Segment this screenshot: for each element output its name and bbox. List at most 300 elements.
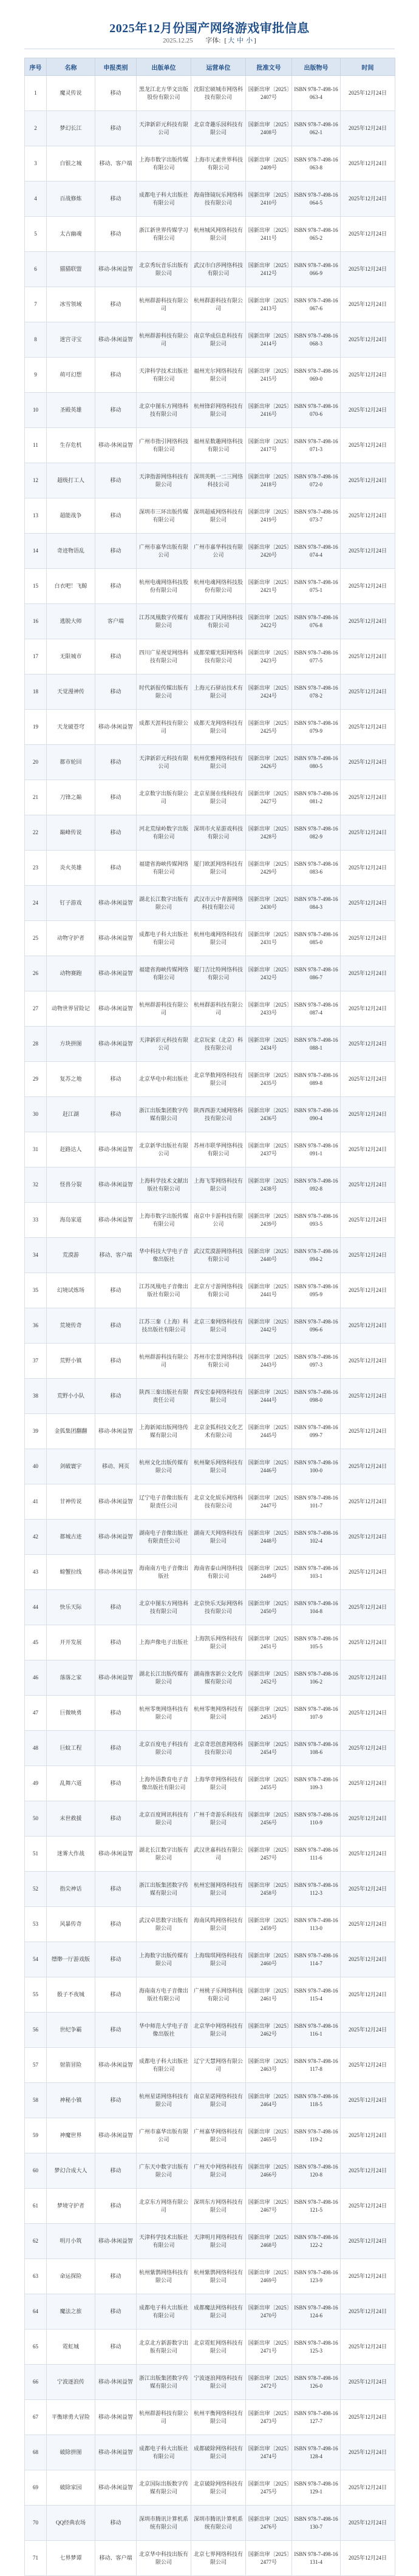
cell-index: 23	[25, 851, 47, 886]
cell-approval-number: 国新出审〔2025〕2430号	[246, 886, 292, 921]
table-row	[25, 745, 395, 780]
cell-index: 30	[25, 1097, 47, 1132]
cell-game-name: 金狐集团翻翻	[47, 1414, 95, 1449]
cell-isbn: ISBN 978-7-498-16064-5	[292, 182, 341, 217]
cell-index: 37	[25, 1344, 47, 1379]
cell-publisher: 杭州电魂网络科技股份有限公司	[137, 569, 191, 604]
cell-game-name: 迷雾大作战	[47, 1837, 95, 1872]
cell-operator: 北京文化娱乐网络科技有限公司	[191, 1484, 246, 1520]
cell-approval-number: 国新出审〔2025〕2418号	[246, 463, 292, 498]
cell-category: 移动	[95, 217, 137, 252]
cell-index: 64	[25, 2294, 47, 2330]
table-row	[25, 851, 395, 886]
cell-index: 29	[25, 1062, 47, 1097]
cell-operator: 北京奇趣乐园科技有限公司	[191, 111, 246, 146]
table-row	[25, 1273, 395, 1308]
cell-operator: 成都拉丁风网络科技有限公司	[191, 604, 246, 639]
cell-game-name: QQ经典农场	[47, 2506, 95, 2541]
cell-game-name: 动物守护者	[47, 921, 95, 956]
cell-category: 移动	[95, 2506, 137, 2541]
cell-index: 53	[25, 1907, 47, 1942]
table-row	[25, 1801, 395, 1837]
table-row	[25, 2365, 395, 2400]
cell-index: 58	[25, 2083, 47, 2118]
cell-index: 25	[25, 921, 47, 956]
cell-category: 移动-休闲益智	[95, 2048, 137, 2083]
cell-publisher: 北京百度电子科技有限公司	[137, 1731, 191, 1766]
table-row	[25, 1414, 395, 1449]
cell-approval-number: 国新出审〔2025〕2476号	[246, 2506, 292, 2541]
cell-category: 移动	[95, 1062, 137, 1097]
cell-index: 41	[25, 1484, 47, 1520]
cell-operator: 北京金狐科技文化艺术有限公司	[191, 1414, 246, 1449]
cell-category: 移动	[95, 287, 137, 322]
column-header: 批准文号	[246, 58, 292, 76]
cell-game-name: 落落之家	[47, 1660, 95, 1696]
cell-isbn: ISBN 978-7-498-16103-1	[292, 1555, 341, 1590]
cell-category: 移动	[95, 1625, 137, 1660]
column-header: 申报类别	[95, 58, 137, 76]
cell-date: 2025年12月24日	[341, 675, 395, 710]
cell-index: 14	[25, 534, 47, 569]
cell-game-name: 都城古迹	[47, 1520, 95, 1555]
table-row	[25, 498, 395, 534]
cell-game-name: 巅峰传说	[47, 815, 95, 851]
cell-category: 移动-休闲益智	[95, 1027, 137, 1062]
cell-date: 2025年12月24日	[341, 1273, 395, 1308]
cell-category: 移动-休闲益智	[95, 2400, 137, 2435]
cell-isbn: ISBN 978-7-498-16069-0	[292, 358, 341, 393]
cell-isbn: ISBN 978-7-498-16102-4	[292, 1520, 341, 1555]
table-row	[25, 1484, 395, 1520]
cell-game-name: 世纪争霸	[47, 2013, 95, 2048]
cell-approval-number: 国新出审〔2025〕2450号	[246, 1590, 292, 1625]
cell-index: 12	[25, 463, 47, 498]
cell-approval-number: 国新出审〔2025〕2448号	[246, 1520, 292, 1555]
cell-category: 移动-休闲益智	[95, 2435, 137, 2470]
cell-game-name: 射箭冒险	[47, 2048, 95, 2083]
cell-index: 22	[25, 815, 47, 851]
cell-category: 移动-休闲益智	[95, 921, 137, 956]
cell-publisher: 杭州群游科技有限公司	[137, 287, 191, 322]
cell-approval-number: 国新出审〔2025〕2456号	[246, 1801, 292, 1837]
table-row	[25, 358, 395, 393]
cell-date: 2025年12月24日	[341, 1872, 395, 1907]
table-row	[25, 569, 395, 604]
cell-operator: 北京三秦网络科技有限公司	[191, 1308, 246, 1344]
cell-game-name: 宁波逐浪传	[47, 2365, 95, 2400]
cell-game-name: 破除家园	[47, 2470, 95, 2506]
cell-isbn: ISBN 978-7-498-16089-8	[292, 1062, 341, 1097]
cell-approval-number: 国新出审〔2025〕2462号	[246, 2013, 292, 2048]
cell-index: 69	[25, 2470, 47, 2506]
cell-publisher: 天津指游网络科技有限公司	[137, 463, 191, 498]
cell-category: 移动	[95, 1977, 137, 2013]
cell-game-name: 指尖神话	[47, 1872, 95, 1907]
cell-publisher: 武汉卓思数字出版有限公司	[137, 1907, 191, 1942]
cell-operator: 广州桃子乐网络科技有限公司	[191, 1977, 246, 2013]
cell-operator: 北京快乐天际网络科技有限公司	[191, 1590, 246, 1625]
cell-isbn: ISBN 978-7-498-16063-8	[292, 146, 341, 182]
cell-game-name: 萌可幻想	[47, 358, 95, 393]
cell-index: 15	[25, 569, 47, 604]
cell-publisher: 湖北长江出版传媒有限公司	[137, 1660, 191, 1696]
cell-game-name: 明月小筑	[47, 2224, 95, 2259]
cell-index: 60	[25, 2153, 47, 2189]
cell-index: 4	[25, 182, 47, 217]
table-row	[25, 1167, 395, 1203]
cell-date: 2025年12月24日	[341, 1731, 395, 1766]
cell-approval-number: 国新出审〔2025〕2423号	[246, 639, 292, 675]
cell-publisher: 北京华电中利出版社	[137, 1062, 191, 1097]
cell-game-name: 梦幻长江	[47, 111, 95, 146]
cell-isbn: ISBN 978-7-498-16126-0	[292, 2365, 341, 2400]
cell-category: 移动	[95, 393, 137, 428]
cell-date: 2025年12月24日	[341, 2013, 395, 2048]
cell-date: 2025年12月24日	[341, 2541, 395, 2576]
cell-isbn: ISBN 978-7-498-16093-5	[292, 1203, 341, 1238]
cell-publisher: 湖北长江数字出版有限公司	[137, 1837, 191, 1872]
cell-operator: 北京破除网络科技有限公司	[191, 2470, 246, 2506]
cell-isbn: ISBN 978-7-498-16099-7	[292, 1414, 341, 1449]
cell-index: 8	[25, 322, 47, 358]
cell-publisher: 北京国际出版数字传媒有限公司	[137, 2470, 191, 2506]
cell-category: 移动-休闲益智	[95, 2365, 137, 2400]
cell-date: 2025年12月24日	[341, 2470, 395, 2506]
cell-date: 2025年12月24日	[341, 1414, 395, 1449]
table-row	[25, 815, 395, 851]
cell-isbn: ISBN 978-7-498-16124-6	[292, 2294, 341, 2330]
cell-category: 移动	[95, 569, 137, 604]
table-row	[25, 534, 395, 569]
cell-operator: 北京星图在线科技有限公司	[191, 780, 246, 815]
cell-category: 移动	[95, 1942, 137, 1977]
cell-date: 2025年12月24日	[341, 1167, 395, 1203]
table-row	[25, 1977, 395, 2013]
cell-approval-number: 国新出审〔2025〕2463号	[246, 2048, 292, 2083]
table-row	[25, 710, 395, 745]
font-size-large[interactable]: 大	[228, 37, 235, 44]
cell-category: 移动	[95, 1590, 137, 1625]
cell-isbn: ISBN 978-7-498-16086-7	[292, 956, 341, 991]
cell-category: 移动	[95, 675, 137, 710]
table-row	[25, 991, 395, 1027]
cell-operator: 杭州紫鹊网络科技有限公司	[191, 2259, 246, 2294]
cell-operator: 北京华数网络科技有限公司	[191, 1062, 246, 1097]
table-row	[25, 182, 395, 217]
cell-date: 2025年12月24日	[341, 1907, 395, 1942]
cell-approval-number: 国新出审〔2025〕2461号	[246, 1977, 292, 2013]
cell-index: 65	[25, 2330, 47, 2365]
cell-isbn: ISBN 978-7-498-16118-5	[292, 2083, 341, 2118]
cell-category: 移动	[95, 111, 137, 146]
cell-index: 70	[25, 2506, 47, 2541]
cell-publisher: 福建省海峡传媒网络有限公司	[137, 956, 191, 991]
cell-game-name: 神秘小镇	[47, 2083, 95, 2118]
cell-index: 67	[25, 2400, 47, 2435]
cell-approval-number: 国新出审〔2025〕2435号	[246, 1062, 292, 1097]
table-header-row	[25, 58, 395, 76]
cell-index: 66	[25, 2365, 47, 2400]
cell-game-name: 逃脱大师	[47, 604, 95, 639]
cell-isbn: ISBN 978-7-498-16110-9	[292, 1801, 341, 1837]
cell-operator: 成都天龙网络科技有限公司	[191, 710, 246, 745]
cell-isbn: ISBN 978-7-498-16121-5	[292, 2189, 341, 2224]
cell-operator: 广州嘉华网络科技有限公司	[191, 2118, 246, 2153]
cell-game-name: 破除拼图	[47, 2435, 95, 2470]
cell-index: 68	[25, 2435, 47, 2470]
cell-operator: 广州千奇游乐科技有限公司	[191, 1801, 246, 1837]
cell-publisher: 浙江出版集团数字传媒有限公司	[137, 1097, 191, 1132]
cell-approval-number: 国新出审〔2025〕2458号	[246, 1872, 292, 1907]
table-row	[25, 2330, 395, 2365]
table-row	[25, 2294, 395, 2330]
cell-publisher: 成都电子科大出版社有限公司	[137, 921, 191, 956]
cell-category: 移动-休闲益智	[95, 991, 137, 1027]
cell-isbn: ISBN 978-7-498-16120-8	[292, 2153, 341, 2189]
cell-index: 28	[25, 1027, 47, 1062]
font-size-small[interactable]: 小	[246, 37, 253, 44]
table-row	[25, 2506, 395, 2541]
cell-operator: 南京华成信息科技有限公司	[191, 322, 246, 358]
cell-game-name: 炎火英雄	[47, 851, 95, 886]
cell-index: 45	[25, 1625, 47, 1660]
cell-publisher: 成都电子科大出版社有限公司	[137, 2435, 191, 2470]
cell-isbn: ISBN 978-7-498-16125-3	[292, 2330, 341, 2365]
cell-date: 2025年12月24日	[341, 217, 395, 252]
cell-date: 2025年12月24日	[341, 428, 395, 463]
cell-approval-number: 国新出审〔2025〕2434号	[246, 1027, 292, 1062]
cell-date: 2025年12月24日	[341, 1238, 395, 1273]
cell-category: 移动、网页	[95, 1449, 137, 1484]
cell-category: 移动	[95, 2153, 137, 2189]
cell-isbn: ISBN 978-7-498-16088-1	[292, 1027, 341, 1062]
cell-operator: 北京七界网络科技有限公司	[191, 2541, 246, 2576]
cell-publisher: 深圳市腾讯计算机系统有限公司	[137, 2506, 191, 2541]
cell-operator: 武汉市云中青游网络科技有限公司	[191, 886, 246, 921]
cell-approval-number: 国新出审〔2025〕2416号	[246, 393, 292, 428]
cell-date: 2025年12月24日	[341, 569, 395, 604]
font-size-medium[interactable]: 中	[237, 37, 244, 44]
cell-category: 移动	[95, 1308, 137, 1344]
column-header: 序号	[25, 58, 47, 76]
cell-category: 移动-休闲益智	[95, 428, 137, 463]
cell-index: 17	[25, 639, 47, 675]
cell-date: 2025年12月24日	[341, 358, 395, 393]
cell-date: 2025年12月24日	[341, 322, 395, 358]
cell-publisher: 湖北长江数字出版有限公司	[137, 886, 191, 921]
cell-category: 移动	[95, 639, 137, 675]
cell-index: 16	[25, 604, 47, 639]
cell-isbn: ISBN 978-7-498-16091-1	[292, 1132, 341, 1167]
cell-category: 移动-休闲益智	[95, 2224, 137, 2259]
cell-isbn: ISBN 978-7-498-16096-6	[292, 1308, 341, 1344]
cell-index: 63	[25, 2259, 47, 2294]
cell-publisher: 时代新报传媒出版有限公司	[137, 675, 191, 710]
cell-approval-number: 国新出审〔2025〕2447号	[246, 1484, 292, 1520]
cell-publisher: 杭州群游科技有限公司	[137, 1344, 191, 1379]
table-row	[25, 2048, 395, 2083]
cell-operator: 上海瑞琪网络科技有限公司	[191, 1942, 246, 1977]
cell-isbn: ISBN 978-7-498-16076-8	[292, 604, 341, 639]
cell-approval-number: 国新出审〔2025〕2432号	[246, 956, 292, 991]
cell-publisher: 上海市数字出版传媒有限公司	[137, 146, 191, 182]
cell-date: 2025年12月24日	[341, 498, 395, 534]
cell-approval-number: 国新出审〔2025〕2452号	[246, 1660, 292, 1696]
cell-date: 2025年12月24日	[341, 2435, 395, 2470]
cell-isbn: ISBN 978-7-498-16117-8	[292, 2048, 341, 2083]
cell-isbn: ISBN 978-7-498-16073-7	[292, 498, 341, 534]
cell-date: 2025年12月24日	[341, 745, 395, 780]
cell-approval-number: 国新出审〔2025〕2451号	[246, 1625, 292, 1660]
cell-date: 2025年12月24日	[341, 2259, 395, 2294]
cell-isbn: ISBN 978-7-498-16129-1	[292, 2470, 341, 2506]
cell-isbn: ISBN 978-7-498-16127-7	[292, 2400, 341, 2435]
cell-publisher: 江苏凤凰电子音像出版社有限公司	[137, 1273, 191, 1308]
cell-approval-number: 国新出审〔2025〕2410号	[246, 182, 292, 217]
cell-game-name: 白衣吧！飞鲸	[47, 569, 95, 604]
cell-approval-number: 国新出审〔2025〕2433号	[246, 991, 292, 1027]
cell-date: 2025年12月24日	[341, 639, 395, 675]
table-row	[25, 1696, 395, 1731]
cell-publisher: 河北荒绿岭数字出版有限公司	[137, 815, 191, 851]
table-row	[25, 675, 395, 710]
cell-approval-number: 国新出审〔2025〕2411号	[246, 217, 292, 252]
cell-category: 移动	[95, 463, 137, 498]
cell-publisher: 黑龙江北方华文出版股份有限公司	[137, 76, 191, 111]
table-row	[25, 604, 395, 639]
cell-isbn: ISBN 978-7-498-16112-3	[292, 1872, 341, 1907]
cell-isbn: ISBN 978-7-498-16075-1	[292, 569, 341, 604]
cell-approval-number: 国新出审〔2025〕2421号	[246, 569, 292, 604]
cell-isbn: ISBN 978-7-498-16104-8	[292, 1590, 341, 1625]
cell-isbn: ISBN 978-7-498-16100-0	[292, 1449, 341, 1484]
cell-category: 移动-休闲益智	[95, 1660, 137, 1696]
cell-date: 2025年12月24日	[341, 815, 395, 851]
cell-index: 54	[25, 1942, 47, 1977]
cell-date: 2025年12月24日	[341, 1625, 395, 1660]
cell-operator: 上海市元素世界科技有限公司	[191, 146, 246, 182]
table-row	[25, 1062, 395, 1097]
cell-operator: 杭州平衡网络科技有限公司	[191, 2400, 246, 2435]
table-row	[25, 76, 395, 111]
table-row	[25, 1449, 395, 1484]
cell-operator: 杭州零奥网络科技有限公司	[191, 1696, 246, 1731]
table-row	[25, 2083, 395, 2118]
cell-date: 2025年12月24日	[341, 1484, 395, 1520]
cell-approval-number: 国新出审〔2025〕2417号	[246, 428, 292, 463]
cell-isbn: ISBN 978-7-498-16101-7	[292, 1484, 341, 1520]
cell-date: 2025年12月24日	[341, 1801, 395, 1837]
cell-publisher: 广州市指引网络科技有限公司	[137, 428, 191, 463]
table-row	[25, 780, 395, 815]
cell-publisher: 杭州群游科技有限公司	[137, 991, 191, 1027]
table-row	[25, 1766, 395, 1801]
cell-game-name: 生存危机	[47, 428, 95, 463]
cell-approval-number: 国新出审〔2025〕2437号	[246, 1132, 292, 1167]
cell-approval-number: 国新出审〔2025〕2440号	[246, 1238, 292, 1273]
cell-game-name: 平衡球勇大冒险	[47, 2400, 95, 2435]
cell-category: 移动-休闲益智	[95, 1167, 137, 1203]
table-row	[25, 2224, 395, 2259]
cell-date: 2025年12月24日	[341, 2224, 395, 2259]
cell-game-name: 巨微映勇	[47, 1696, 95, 1731]
table-row	[25, 2470, 395, 2506]
cell-game-name: 霓虹城	[47, 2330, 95, 2365]
cell-category: 移动、客户端	[95, 2541, 137, 2576]
cell-publisher: 浙江新世界传媒学习有限公司	[137, 217, 191, 252]
cell-index: 21	[25, 780, 47, 815]
cell-date: 2025年12月24日	[341, 1203, 395, 1238]
cell-game-name: 魔灵传说	[47, 76, 95, 111]
cell-game-name: 甘神传说	[47, 1484, 95, 1520]
cell-publisher: 北京秀玩音乐出版有限公司	[137, 252, 191, 287]
cell-publisher: 成都电子科大出版社有限公司	[137, 2294, 191, 2330]
cell-isbn: ISBN 978-7-498-16105-5	[292, 1625, 341, 1660]
cell-publisher: 华中师范大学电子音像出版社	[137, 2013, 191, 2048]
cell-publisher: 福建省海峡传媒网络有限公司	[137, 851, 191, 886]
table-row	[25, 393, 395, 428]
cell-index: 42	[25, 1520, 47, 1555]
cell-game-name: 剑破寰宇	[47, 1449, 95, 1484]
cell-index: 52	[25, 1872, 47, 1907]
cell-isbn: ISBN 978-7-498-16092-8	[292, 1167, 341, 1203]
cell-publisher: 上海数字出版传媒有限公司	[137, 1942, 191, 1977]
table-row	[25, 1097, 395, 1132]
cell-publisher: 天津新彩元科技有限公司	[137, 745, 191, 780]
table-row	[25, 463, 395, 498]
cell-operator: 深圳市火星游戏科技有限公司	[191, 815, 246, 851]
cell-approval-number: 国新出审〔2025〕2427号	[246, 780, 292, 815]
cell-index: 56	[25, 2013, 47, 2048]
cell-operator: 深圳英帆一二三网络科技公司	[191, 463, 246, 498]
cell-category: 移动-休闲益智	[95, 252, 137, 287]
cell-isbn: ISBN 978-7-498-16077-5	[292, 639, 341, 675]
cell-operator: 武汉市白莎网络科技有限公司	[191, 252, 246, 287]
cell-isbn: ISBN 978-7-498-16108-6	[292, 1731, 341, 1766]
cell-game-name: 冰雪领域	[47, 287, 95, 322]
cell-category: 移动	[95, 851, 137, 886]
cell-approval-number: 国新出审〔2025〕2466号	[246, 2153, 292, 2189]
cell-date: 2025年12月24日	[341, 851, 395, 886]
cell-publisher: 陕西三秦出版社有限责任公司	[137, 1379, 191, 1414]
cell-operator: 杭州城风网络科技有限公司	[191, 217, 246, 252]
cell-date: 2025年12月24日	[341, 1062, 395, 1097]
cell-publisher: 上海声像电子出版社	[137, 1625, 191, 1660]
cell-approval-number: 国新出审〔2025〕2441号	[246, 1273, 292, 1308]
cell-index: 5	[25, 217, 47, 252]
cell-date: 2025年12月24日	[341, 1942, 395, 1977]
cell-game-name: 怪兽分裂	[47, 1167, 95, 1203]
cell-category: 移动	[95, 2294, 137, 2330]
cell-index: 7	[25, 287, 47, 322]
cell-isbn: ISBN 978-7-498-16128-4	[292, 2435, 341, 2470]
cell-publisher: 杭州零奥网络科技有限公司	[137, 1696, 191, 1731]
cell-publisher: 广东天中数字出版有限公司	[137, 2153, 191, 2189]
cell-approval-number: 国新出审〔2025〕2468号	[246, 2224, 292, 2259]
cell-approval-number: 国新出审〔2025〕2446号	[246, 1449, 292, 1484]
table-row	[25, 1379, 395, 1414]
cell-operator: 杭州群游科技有限公司	[191, 287, 246, 322]
table-row	[25, 322, 395, 358]
cell-approval-number: 国新出审〔2025〕2453号	[246, 1696, 292, 1731]
cell-date: 2025年12月24日	[341, 1555, 395, 1590]
cell-publisher: 天津新彩元科技有限公司	[137, 1027, 191, 1062]
table-row	[25, 1132, 395, 1167]
cell-approval-number: 国新出审〔2025〕2412号	[246, 252, 292, 287]
cell-operator: 海南省泰山网络科技有限公司	[191, 1555, 246, 1590]
cell-game-name: 迷宫寻宝	[47, 322, 95, 358]
